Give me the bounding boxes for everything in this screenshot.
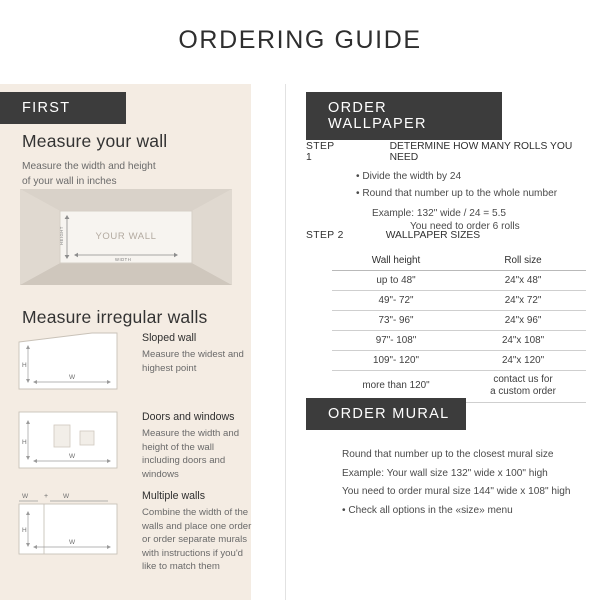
svg-text:W: W: [69, 453, 76, 460]
svg-text:H: H: [22, 527, 27, 534]
step1-example: Example: 132" wide / 24 = 5.5: [372, 208, 507, 220]
table-row: [332, 291, 586, 311]
table-row: [332, 351, 586, 371]
sloped-wall-desc: Measure the widest and highest point: [142, 349, 244, 374]
cell-wall-height: more than 120": [332, 371, 460, 403]
order-mural-block: [342, 446, 592, 521]
height-label: HEIGHT: [59, 226, 64, 245]
svg-text:+: +: [44, 493, 49, 500]
width-label: WIDTH: [115, 257, 132, 262]
measure-your-wall-section: [22, 131, 167, 190]
cell-wall-height: 73"- 96": [332, 311, 460, 331]
svg-text:W: W: [69, 374, 76, 381]
cell-wall-height: 49"- 72": [332, 291, 460, 311]
irregular-row-sloped: [18, 332, 244, 399]
cell-wall-height: 97"- 108": [332, 331, 460, 351]
cell-roll-size: 24"x 96": [460, 311, 586, 331]
svg-text:W: W: [69, 539, 76, 546]
cell-roll-size: contact us for a custom order: [460, 371, 586, 403]
multiple-walls-desc: Combine the width of the walls and place one order or order separate murals with instructions if you'd like to match them: [142, 507, 252, 573]
doors-windows-text: [142, 411, 254, 481]
sloped-wall-label: Sloped wall: [142, 332, 197, 344]
cell-roll-size: 24"x 120": [460, 351, 586, 371]
column-divider: [285, 84, 286, 600]
step1-bullets: [356, 168, 592, 202]
sloped-wall-text: [142, 332, 254, 375]
step2-title: WALLPAPER SIZES: [385, 230, 481, 241]
cell-wall-height: 109"- 120": [332, 351, 460, 371]
wall-diagram: [20, 189, 232, 290]
mural-line: You need to order mural size 144" wide x 108" high: [342, 486, 571, 498]
section-tab-order-mural: ORDER MURAL: [306, 398, 466, 430]
multiple-walls-diagram: [18, 490, 118, 562]
irregular-row-doors-windows: [18, 411, 240, 480]
step2-block: [306, 230, 592, 241]
sloped-wall-diagram: [18, 332, 118, 394]
cell-roll-size: 24"x 48": [460, 271, 586, 291]
table-row: [332, 331, 586, 351]
table-row: [332, 271, 586, 291]
irregular-walls-heading-wrap: [22, 307, 208, 328]
measure-your-wall-heading: Measure your wall: [22, 131, 168, 151]
list-item: • Round that number up to the whole number: [356, 185, 592, 202]
step2-label: STEP 2: [306, 230, 344, 241]
step1-label: STEP 1: [306, 141, 335, 163]
svg-text:W: W: [22, 493, 29, 500]
section-tab-order-wallpaper: ORDER WALLPAPER: [306, 92, 502, 140]
multiple-walls-text: [142, 490, 254, 574]
col-roll-size: Roll size: [460, 251, 586, 271]
step1-example-result: You need to order 6 rolls: [410, 221, 520, 233]
doors-windows-label: Doors and windows: [142, 411, 235, 423]
measure-your-wall-sub: Measure the width and height of your wall in inches: [22, 161, 156, 187]
irregular-row-multiple-walls: [18, 490, 252, 573]
list-item: • Divide the width by 24: [356, 168, 592, 185]
cell-roll-size: 24"x 72": [460, 291, 586, 311]
mural-line: • Check all options in the «size» menu: [342, 505, 513, 517]
mural-line: Example: Your wall size 132" wide x 100" high: [342, 467, 548, 479]
step1-title: DETERMINE HOW MANY ROLLS YOU NEED: [389, 141, 573, 163]
wall-center-label: YOUR WALL: [95, 231, 157, 242]
doors-windows-desc: Measure the width and height of the wall including doors and windows: [142, 428, 240, 480]
svg-text:W: W: [63, 493, 70, 500]
irregular-walls-heading: Measure irregular walls: [22, 307, 208, 327]
svg-text:H: H: [22, 439, 27, 446]
mural-line: Round that number up to the closest mural size: [342, 449, 554, 460]
cell-wall-height: up to 48": [332, 271, 460, 291]
wall-diagram-svg: [20, 189, 232, 285]
page-title: ORDERING GUIDE: [178, 26, 422, 54]
doors-windows-diagram: [18, 411, 118, 473]
step1-block: [306, 141, 592, 232]
multiple-walls-label: Multiple walls: [142, 490, 205, 502]
svg-text:H: H: [22, 362, 27, 369]
table-header-row: [332, 251, 586, 271]
table-row: [332, 311, 586, 331]
wallpaper-sizes-table: [332, 251, 586, 403]
section-tab-first: FIRST: [0, 92, 126, 124]
cell-roll-size: 24"x 108": [460, 331, 586, 351]
col-wall-height: Wall height: [332, 251, 460, 271]
